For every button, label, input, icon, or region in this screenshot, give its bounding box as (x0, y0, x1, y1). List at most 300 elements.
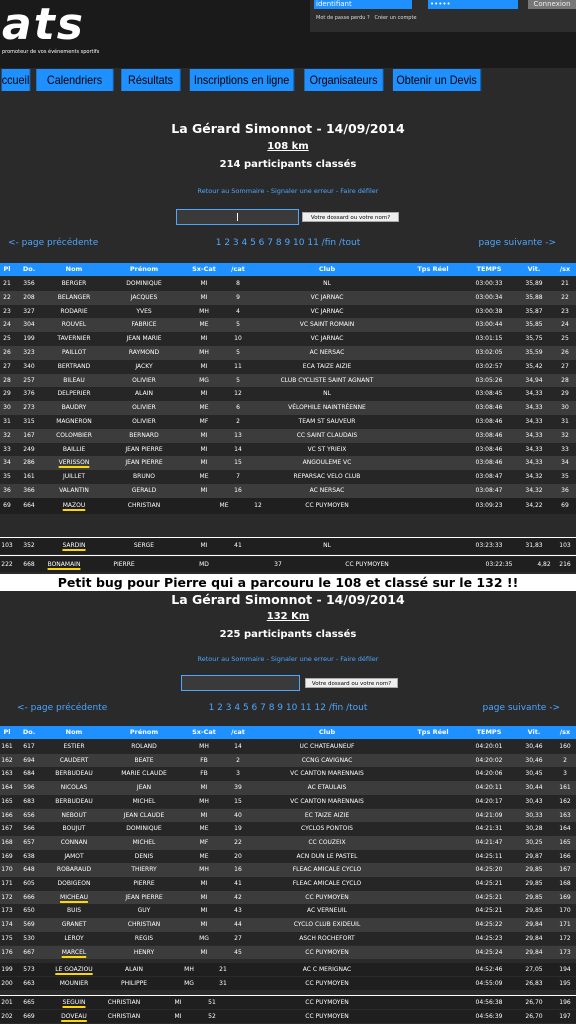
cell-temps: 03:00:34 (475, 293, 503, 301)
cell-sx-cat: MI (200, 784, 208, 792)
cell-prenom: YVES (136, 307, 152, 315)
cell-dossard: 208 (23, 293, 35, 301)
cell-cat-rank: 10 (234, 335, 242, 343)
logo-text: ats (2, 0, 85, 50)
cell-temps: 04:56:39 (475, 1013, 503, 1020)
cell-club: VC JARNAC (310, 293, 344, 301)
login-links (316, 15, 417, 21)
col-header-tps-reel: Tps Réel (417, 265, 449, 273)
cell-nom[interactable]: SARDIN (62, 542, 86, 549)
cell-sx-cat: FB (200, 770, 208, 778)
cell-nom[interactable]: BAUDRY (61, 404, 87, 412)
cell-nom[interactable]: MICHEAU (60, 893, 88, 901)
cell-cat-rank: 12 (254, 502, 262, 509)
cell-club: CCNG CAVIGNAC (301, 756, 353, 764)
cell-cat-rank: 13 (234, 431, 242, 439)
cell-club: CC PUYMOYEN (305, 980, 349, 987)
page-numbers-2[interactable]: 1 2 3 4 5 6 7 8 9 10 11 12 /fin /tout (208, 703, 368, 713)
cell-vitesse: 31,83 (525, 542, 543, 549)
cell-sx-rank: 167 (559, 866, 571, 874)
cell-dossard: 327 (23, 307, 35, 315)
cell-nom[interactable]: JUILLET (62, 473, 86, 481)
cell-nom[interactable]: ESTIER (63, 743, 85, 750)
cell-nom[interactable]: SEGUIN (62, 999, 86, 1006)
cell-dossard: 566 (23, 825, 35, 833)
col-header-sx-rank: /sx (559, 728, 571, 736)
cell-temps: 04:25:11 (475, 852, 503, 860)
table-row (0, 429, 576, 443)
cell-sx-cat: ME (199, 852, 209, 860)
nav-accueil[interactable]: ccueil (2, 69, 31, 91)
table-row (0, 781, 576, 795)
cell-vitesse: 30,46 (525, 756, 543, 764)
cell-vitesse: 34,32 (525, 487, 543, 494)
cell-prenom: MICHEL (132, 797, 156, 805)
cell-temps: 03:02:57 (475, 362, 503, 370)
cell-nom[interactable]: CONNAN (60, 838, 88, 846)
cell-sx-rank: 34 (561, 459, 569, 467)
site-header (0, 0, 576, 68)
logo-tagline: promoteur de vos événements sportifs (2, 49, 100, 55)
cell-nom[interactable]: BAILLIE (62, 445, 86, 453)
cell-vitesse: 35,88 (525, 293, 543, 301)
cell-nom[interactable]: DOBIGEON (57, 880, 91, 887)
cell-temps: 03:22:35 (485, 561, 513, 568)
cell-cat-rank: 6 (236, 404, 240, 412)
nav-links-1[interactable]: Retour au Sommaire - Signaler une erreur - Faire défiler (197, 187, 379, 195)
col-header-club: Club (318, 728, 336, 736)
table-row (0, 850, 576, 864)
login-id-field[interactable]: identifiant (314, 0, 412, 9)
table-row (0, 740, 576, 754)
cell-dossard: 315 (23, 418, 35, 425)
annotation-comment: Petit bug pour Pierre qui a parcouru le 108 et classé sur le 132 !! (0, 574, 576, 591)
cell-vitesse: 30,43 (525, 797, 543, 805)
cell-dossard: 167 (23, 431, 35, 439)
cell-cat-rank: 41 (234, 880, 242, 887)
cell-nom[interactable]: BUIS (66, 907, 82, 915)
cell-prenom: JEAN PIERRE (125, 459, 163, 467)
cell-pl: 168 (1, 838, 13, 846)
table-row (0, 891, 576, 905)
cell-pl: 30 (3, 404, 11, 412)
cell-pl: 222 (1, 561, 13, 568)
col-header-club: Club (318, 265, 336, 273)
cell-prenom: DOMINIQUE (126, 825, 162, 833)
cell-vitesse: 29,84 (525, 934, 543, 942)
results-table-header-2 (0, 726, 576, 739)
cell-pl: 69 (3, 502, 11, 509)
cell-temps: 03:08:45 (475, 390, 503, 398)
cell-prenom: JEAN MARIE (126, 335, 162, 343)
cell-cat-rank: 14 (234, 445, 242, 453)
cell-cat-rank: 40 (234, 811, 242, 819)
cell-club: TEAM ST SAUVEUR (298, 418, 356, 425)
cell-prenom: PIERRE (133, 880, 155, 887)
cell-sx-rank: 169 (559, 893, 571, 901)
cell-pl: 164 (1, 784, 13, 792)
col-header-prenom: Prénom (129, 728, 159, 736)
cell-club: VÉLOPHILE NAINTRÉENNE (288, 404, 366, 412)
cell-sx-rank: 33 (561, 445, 569, 453)
cell-cat-rank: 9 (236, 293, 240, 301)
cell-prenom: CHRISTIAN (107, 1013, 141, 1020)
cell-nom[interactable]: COLOMBIER (56, 431, 92, 439)
cell-prenom: GUY (137, 907, 151, 915)
cell-dossard: 668 (23, 561, 35, 568)
cell-club: ASCH ROCHEFORT (299, 934, 355, 942)
col-header-sx-cat: Sx-Cat (192, 265, 216, 273)
cell-club: ACN DUN LE PASTEL (296, 852, 358, 860)
cell-club: CYCLO CLUB EXIDEUIL (293, 921, 361, 929)
cell-prenom: REGIS (134, 934, 154, 942)
cell-nom[interactable]: RODARIE (60, 307, 88, 315)
cell-sx-rank: 30 (561, 404, 569, 412)
table-row (0, 277, 576, 291)
cell-sx-rank: 29 (561, 390, 569, 398)
cell-nom[interactable]: BELANGER (57, 293, 91, 301)
cell-dossard: 356 (23, 280, 35, 287)
page-numbers-1[interactable]: 1 2 3 4 5 6 7 8 9 10 11 /fin /tout (215, 238, 361, 248)
cell-sx-cat: MD (199, 561, 209, 568)
nav-inscriptions[interactable]: Inscriptions en ligne (190, 69, 294, 91)
prev-page-link-1[interactable]: <- page précédente (8, 238, 99, 248)
col-header-cat-rank: /cat (231, 728, 245, 736)
cell-sx-cat: ME (199, 321, 209, 329)
cell-nom[interactable]: BOUJUT (62, 825, 86, 833)
search-input-1[interactable] (176, 209, 299, 225)
cell-dossard: 596 (23, 784, 35, 792)
cell-sx-rank: 197 (559, 1013, 571, 1020)
cell-temps: 03:08:46 (475, 431, 503, 439)
cell-temps: 04:56:38 (475, 999, 503, 1006)
cell-dossard: 684 (23, 770, 35, 778)
cell-pl: 176 (1, 948, 13, 956)
cell-club: VC JARNAC (310, 307, 344, 315)
cell-prenom: CHRISTIAN (107, 999, 141, 1006)
nav-devis[interactable]: Obtenir un Devis (393, 69, 481, 91)
next-page-link-2[interactable]: page suivante -> (482, 703, 560, 713)
race-distance-2[interactable]: 132 Km (266, 611, 310, 622)
nav-calendriers[interactable]: Calendriers (36, 69, 113, 91)
cell-pl: 199 (1, 966, 13, 973)
table-row (0, 809, 576, 823)
cell-nom[interactable]: CAUDERT (59, 756, 89, 764)
cell-cat-rank: 14 (234, 743, 242, 750)
cell-vitesse: 30,28 (525, 825, 543, 833)
table-row (0, 470, 576, 484)
cell-pl: 171 (1, 880, 13, 887)
cell-sx-cat: MH (184, 966, 194, 973)
cell-sx-cat: ME (199, 404, 209, 412)
cell-vitesse: 30,46 (525, 743, 543, 750)
table-row (0, 415, 576, 429)
cell-sx-rank: 166 (559, 852, 571, 860)
cell-cat-rank: 12 (234, 390, 242, 398)
cell-nom[interactable]: LE GOAZIOU (55, 966, 93, 973)
cell-vitesse: 29,85 (525, 880, 543, 887)
search-input-2[interactable] (181, 675, 300, 691)
cell-vitesse: 34,33 (525, 390, 543, 398)
login-panel (310, 0, 576, 32)
forgot-password-link[interactable]: Mot de passe perdu ? (316, 15, 370, 21)
cell-club: CC COUZEIX (308, 838, 346, 846)
cell-prenom: OLIVIER (132, 376, 156, 384)
cell-sx-cat: MH (199, 349, 209, 356)
cell-sx-cat: MI (200, 893, 208, 901)
cell-sx-cat: MH (199, 743, 209, 750)
cell-sx-rank: 32 (561, 431, 569, 439)
cell-sx-cat: MI (174, 1013, 182, 1020)
race-distance-1[interactable]: 108 km (267, 141, 309, 152)
col-header-pl: Pl (3, 728, 11, 736)
cell-club: AC NERSAC (309, 349, 345, 356)
cell-prenom: PHILIPPE (120, 980, 148, 987)
cell-temps: 03:08:46 (475, 418, 503, 425)
cell-club: CLUB CYCLISTE SAINT AGNANT (280, 376, 374, 384)
cell-cat-rank: 15 (234, 797, 242, 805)
col-header-sx-cat: Sx-Cat (192, 728, 216, 736)
cell-vitesse: 29,84 (525, 921, 543, 929)
cell-pl: 173 (1, 907, 13, 915)
row-separator (0, 555, 576, 556)
cell-sx-rank: 160 (559, 743, 571, 750)
prev-page-link-2[interactable]: <- page précédente (17, 703, 108, 713)
cell-pl: 28 (3, 376, 11, 384)
cell-prenom: RAYMOND (128, 349, 160, 356)
cell-pl: 170 (1, 866, 13, 874)
cell-sx-rank: 196 (559, 999, 571, 1006)
table-row (0, 374, 576, 388)
cell-nom[interactable]: MAZOU (62, 502, 86, 509)
cell-prenom: ALAIN (125, 966, 143, 973)
cell-nom[interactable]: MOUNIER (59, 980, 89, 987)
cell-nom[interactable]: PAILLOT (62, 349, 86, 356)
ats-logo[interactable] (2, 2, 102, 64)
cell-club: AC VERNEUIL (307, 907, 347, 915)
cell-cat-rank: 4 (236, 307, 240, 315)
cell-pl: 165 (1, 797, 13, 805)
cell-cat-rank: 3 (236, 770, 240, 778)
cell-pl: 174 (1, 921, 13, 929)
cell-prenom: BRUNO (133, 473, 155, 481)
cell-dossard: 573 (23, 966, 35, 973)
cell-cat-rank: 37 (274, 561, 282, 568)
table-row (0, 291, 576, 305)
cell-vitesse: 30,25 (525, 838, 543, 846)
cell-pl: 169 (1, 852, 13, 860)
table-row (0, 557, 576, 572)
cell-sx-rank: 195 (559, 980, 571, 987)
nav-resultats[interactable]: Résultats (121, 69, 180, 91)
cell-club: CC PUYMOYEN (305, 502, 349, 509)
cell-prenom: DENIS (134, 852, 154, 860)
cell-sx-cat: MI (200, 431, 208, 439)
cell-dossard: 650 (23, 907, 35, 915)
cell-pl: 161 (1, 743, 13, 750)
cell-vitesse: 34,22 (525, 502, 543, 509)
cell-sx-rank: 69 (561, 502, 569, 509)
cell-pl: 103 (1, 542, 13, 549)
cell-nom[interactable]: VALANTIN (59, 487, 89, 494)
cell-nom[interactable]: NEBOUT (61, 811, 87, 819)
cell-pl: 35 (3, 473, 11, 481)
cell-vitesse: 34,33 (525, 459, 543, 467)
cell-vitesse: 30,45 (525, 770, 543, 778)
cell-dossard: 617 (23, 743, 35, 750)
login-password-field[interactable]: ••••• (428, 0, 518, 9)
cell-vitesse: 26,70 (525, 999, 543, 1006)
login-button[interactable]: Connexion (528, 0, 576, 9)
cell-sx-cat: MI (200, 335, 208, 343)
table-row (0, 456, 576, 470)
participants-2: 225 participants classés (219, 629, 357, 640)
nav-organisateurs[interactable]: Organisateurs (304, 69, 383, 91)
cell-nom[interactable]: GRANET (61, 921, 87, 929)
cell-temps: 03:08:47 (475, 487, 503, 494)
cell-sx-rank: 164 (559, 825, 571, 833)
cell-club: AC C MERIGNAC (302, 966, 352, 973)
cell-dossard: 352 (23, 542, 35, 549)
participants-1: 214 participants classés (219, 159, 357, 170)
cell-prenom: MICHEL (132, 838, 156, 846)
cell-sx-cat: MG (199, 376, 209, 384)
cell-nom[interactable]: BONAMAIN (47, 561, 81, 568)
cell-prenom: DOMINIQUE (126, 280, 162, 287)
next-page-link-1[interactable]: page suivante -> (478, 238, 556, 248)
cell-club: NL (323, 280, 331, 287)
cell-pl: 200 (1, 980, 13, 987)
cell-nom[interactable]: LEROY (64, 934, 84, 942)
cell-temps: 03:00:44 (475, 321, 503, 329)
cell-dossard: 569 (23, 921, 35, 929)
cell-prenom: CHRISTIAN (127, 502, 161, 509)
cell-nom[interactable]: ROBARAUD (56, 866, 92, 874)
cell-prenom: JACQUES (130, 293, 158, 301)
cell-temps: 04:21:31 (475, 825, 503, 833)
cell-nom[interactable]: DELPERIER (57, 390, 91, 398)
table-row (0, 822, 576, 836)
cell-sx-rank: 172 (559, 934, 571, 942)
table-row (0, 795, 576, 809)
cell-pl: 24 (3, 321, 11, 329)
cell-vitesse: 35,85 (525, 321, 543, 329)
table-row (0, 305, 576, 319)
cell-prenom: SERGE (133, 542, 155, 549)
cell-nom[interactable]: BERBUDEAU (55, 770, 93, 778)
cell-club: AC ETAULAIS (307, 784, 347, 792)
cell-nom[interactable]: BILEAU (63, 376, 85, 384)
cell-sx-rank: 27 (561, 362, 569, 370)
search-button-2[interactable]: Votre dossard ou votre nom? (305, 678, 398, 688)
cell-pl: 36 (3, 487, 11, 494)
cell-vitesse: 29,85 (525, 893, 543, 901)
cell-dossard: 340 (23, 362, 35, 370)
cell-dossard: 683 (23, 797, 35, 805)
cell-dossard: 257 (23, 376, 35, 384)
cell-sx-cat: MH (199, 866, 209, 874)
results-table-header-1 (0, 263, 576, 276)
race-title-1: La Gérard Simonnot - 14/09/2014 (171, 121, 405, 136)
cell-sx-cat: FB (200, 756, 208, 764)
cell-pl: 22 (3, 293, 11, 301)
cell-dossard: 666 (23, 893, 35, 901)
cell-nom[interactable]: BERTRAND (57, 362, 91, 370)
cell-temps: 03:08:46 (475, 404, 503, 412)
cell-pl: 172 (1, 893, 13, 901)
cell-sx-cat: MI (200, 459, 208, 467)
cell-dossard: 664 (23, 502, 35, 509)
cell-prenom: CHRISTIAN (127, 921, 161, 929)
col-header-nom: Nom (65, 728, 83, 736)
cell-dossard: 286 (23, 459, 35, 467)
col-header-vitesse: Vit. (527, 265, 541, 273)
cell-nom[interactable]: VERISSON (58, 459, 90, 467)
cell-pl: 163 (1, 770, 13, 778)
cell-prenom: JEAN PIERRE (125, 445, 163, 453)
cell-sx-rank: 26 (561, 349, 569, 356)
cell-sx-cat: ME (219, 502, 229, 509)
cell-cat-rank: 16 (234, 866, 242, 874)
cell-temps: 04:20:02 (475, 756, 503, 764)
cell-club: ANGOULEME VC (302, 459, 352, 467)
cell-sx-cat: MI (200, 293, 208, 301)
cell-club: FLEAC AMICALE CYCLO (292, 866, 362, 874)
cell-nom[interactable]: NICOLAS (60, 784, 88, 792)
cell-temps: 03:02:05 (475, 349, 503, 356)
cell-nom[interactable]: TAVERNIER (57, 335, 91, 343)
cell-temps: 04:21:47 (475, 838, 503, 846)
col-header-temps: TEMPS (476, 265, 502, 273)
cell-prenom: JEAN (136, 784, 152, 792)
cell-nom[interactable]: DOVEAU (61, 1013, 87, 1020)
nav-links-2[interactable]: Retour au Sommaire - Signaler une erreur - Faire défiler (197, 655, 379, 663)
cell-nom[interactable]: MAGNERON (56, 418, 92, 425)
cell-nom[interactable]: JAMOT (64, 852, 84, 860)
cell-nom[interactable]: ROUVEL (61, 321, 87, 329)
cell-temps: 04:20:11 (475, 784, 503, 792)
table-row (0, 754, 576, 768)
table-row (0, 932, 576, 946)
table-row (0, 918, 576, 932)
cell-dossard: 663 (23, 980, 35, 987)
cell-cat-rank: 41 (234, 542, 242, 549)
cell-prenom: BEATE (134, 756, 154, 764)
search-button-1[interactable]: Votre dossard ou votre nom? (302, 212, 399, 222)
race-title-2: La Gérard Simonnot - 14/09/2014 (171, 592, 405, 607)
cell-nom[interactable]: BERGER (61, 280, 87, 287)
cell-club: VC JARNAC (310, 335, 344, 343)
cell-club: VC SAINT ROMAIN (299, 321, 355, 329)
cell-club: CC PUYMOYEN (305, 948, 349, 956)
cell-club: VC ST YRIEIX (307, 445, 347, 453)
cell-temps: 03:08:47 (475, 473, 503, 481)
cell-dossard: 304 (23, 321, 35, 329)
cell-vitesse: 34,33 (525, 431, 543, 439)
cell-prenom: BERNARD (129, 431, 159, 439)
cell-sx-rank: 22 (561, 293, 569, 301)
cell-cat-rank: 5 (236, 321, 240, 329)
cell-vitesse: 30,33 (525, 811, 543, 819)
cell-nom[interactable]: MARCEL (61, 948, 87, 956)
cell-pl: 21 (3, 280, 11, 287)
cell-sx-cat: MI (200, 362, 208, 370)
cell-prenom: ALAIN (135, 390, 153, 398)
cell-prenom: MARIE CLAUDE (121, 770, 167, 778)
cell-temps: 03:23:33 (475, 542, 503, 549)
create-account-link[interactable]: Créer un compte (374, 15, 417, 21)
cell-nom[interactable]: BERBUDEAU (55, 797, 93, 805)
